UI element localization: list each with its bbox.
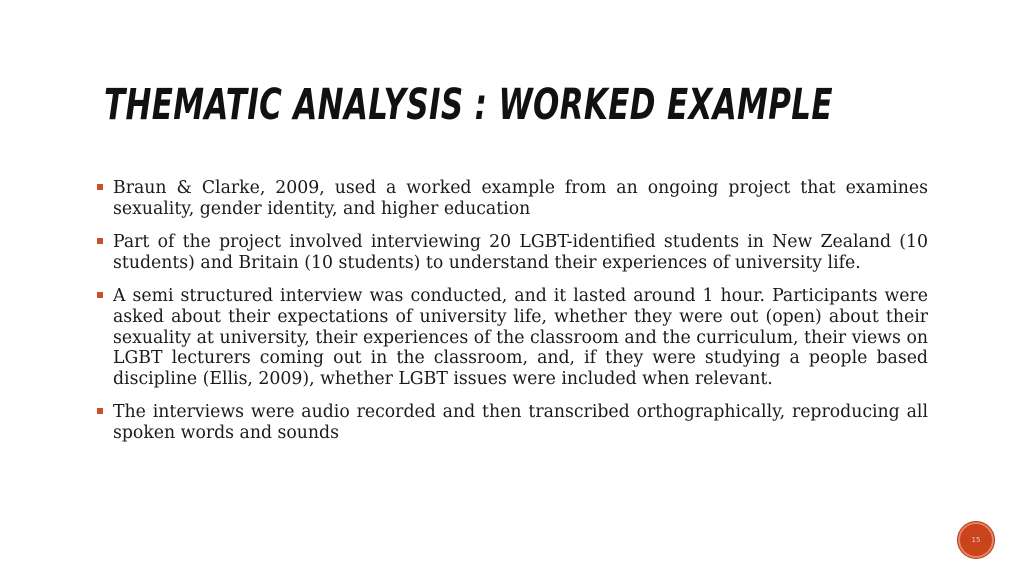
bullet-item <box>96 232 928 273</box>
bullet-text: The interviews were audio recorded and then transcribed orthographically, reproducing all spoken words and sounds <box>113 402 928 443</box>
page-number-badge: 15 <box>958 522 994 558</box>
bullet-item <box>96 286 928 389</box>
square-bullet-icon <box>97 238 103 244</box>
bullet-text: A semi structured interview was conducted, and it lasted around 1 hour. Participants were asked about their expectations of university life, whether they were out (open) about their sexuality at university, their experiences of the classroom and the curriculum, their views on LGBT lecturers coming out in the classroom, and, if they were studying a people based discipline (Ellis, 2009), whether LGBT issues were included when relevant. <box>113 286 928 389</box>
square-bullet-icon <box>97 292 103 298</box>
square-bullet-icon <box>97 184 103 190</box>
bullet-list <box>96 178 928 457</box>
bullet-item <box>96 402 928 443</box>
slide-title: THEMATIC ANALYSIS : WORKED EXAMPLE <box>104 80 833 130</box>
bullet-text: Braun & Clarke, 2009, used a worked example from an ongoing project that examines sexuality, gender identity, and higher education <box>113 178 928 219</box>
bullet-text: Part of the project involved interviewing 20 LGBT-identified students in New Zealand (10 students) and Britain (10 students) to understand their experiences of university life. <box>113 232 928 273</box>
square-bullet-icon <box>97 408 103 414</box>
bullet-item <box>96 178 928 219</box>
